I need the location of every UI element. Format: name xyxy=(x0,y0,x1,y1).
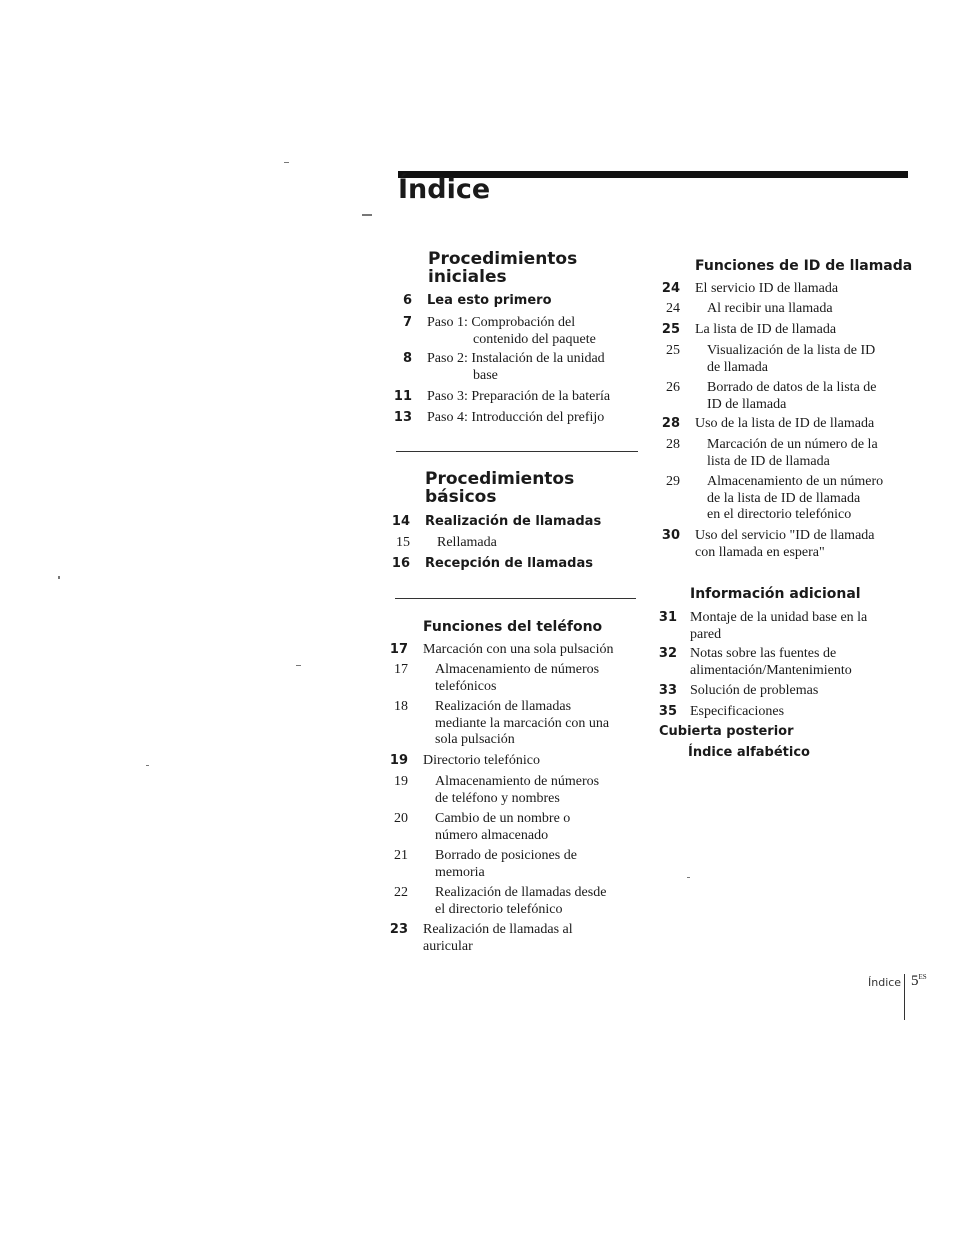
toc-page-number: 18 xyxy=(394,699,408,714)
toc-page-number: 35 xyxy=(658,704,677,719)
toc-page-number: 22 xyxy=(394,885,408,900)
section-telefono-heading: Funciones del teléfono xyxy=(423,619,603,635)
toc-entry-text: Paso 4: Introducción del prefijo xyxy=(427,410,605,425)
divider xyxy=(396,451,638,452)
toc-entry-text: Especificaciones xyxy=(690,704,785,719)
toc-entry-text: telefónicos xyxy=(435,678,497,694)
toc-page-number: 32 xyxy=(658,646,677,661)
toc-entry-text: Marcación con una sola pulsación xyxy=(423,642,614,657)
toc-page-number: 16 xyxy=(391,556,410,571)
toc-entry-text: pared xyxy=(690,626,722,642)
scan-speck xyxy=(296,665,301,666)
toc-page-number: 28 xyxy=(666,437,680,452)
toc-entry-text: sola pulsación xyxy=(435,732,515,747)
section-adicional-heading: Información adicional xyxy=(690,586,861,602)
toc-entry-text: Realización de llamadas xyxy=(425,514,602,529)
toc-entry-text: Uso de la lista de ID de llamada xyxy=(695,416,875,431)
toc-entry-text: base xyxy=(473,367,498,383)
toc-entry-text: Realización de llamadas xyxy=(435,699,572,714)
toc-page-number: 25 xyxy=(666,343,680,358)
page-number: $5^{ES}$ xyxy=(911,973,927,989)
toc-entry-text: Almacenamiento de números xyxy=(435,662,600,677)
scan-speck xyxy=(146,765,149,766)
toc-entry-text: Almacenamiento de números xyxy=(435,774,600,789)
toc-entry-text: Visualización de la lista de ID xyxy=(707,343,876,358)
toc-entry-text: Directorio telefónico xyxy=(423,753,541,768)
toc-page-number: 26 xyxy=(666,380,680,395)
toc-page-number: 25 xyxy=(661,322,680,337)
toc-entry-text: Realización de llamadas desde xyxy=(435,885,607,900)
page-title: Índice xyxy=(398,174,491,205)
toc-entry-text: en el directorio telefónico xyxy=(707,507,852,522)
scan-speck xyxy=(687,877,690,878)
toc-entry-text: Paso 1: Comprobación del xyxy=(427,315,576,330)
toc-entry-text: Rellamada xyxy=(437,535,497,550)
toc-page-number: 28 xyxy=(661,416,680,431)
toc-page-number: 11 xyxy=(393,389,412,404)
toc-page-number: 19 xyxy=(394,774,408,789)
toc-entry-text: Borrado de datos de la lista de xyxy=(707,380,877,395)
scan-speck xyxy=(362,214,372,216)
section-id-llamada-heading: Funciones de ID de llamada xyxy=(695,258,913,274)
toc-page-number: 7 xyxy=(402,315,412,330)
toc-entry-text: Paso 3: Preparación de la batería xyxy=(427,389,611,404)
toc-entry-text: memoria xyxy=(435,864,485,880)
toc-entry-text: Al recibir una llamada xyxy=(707,301,833,316)
toc-entry-text: Cambio de un nombre o xyxy=(435,811,571,826)
toc-page-number: 6 xyxy=(402,293,412,308)
toc-entry-text: de llamada xyxy=(707,359,769,375)
toc-entry-text: Marcación de un número de la xyxy=(707,437,878,452)
toc-page-number: 14 xyxy=(391,514,410,529)
toc-entry-text: contenido del paquete xyxy=(473,331,596,347)
toc-entry-text: Notas sobre las fuentes de xyxy=(690,646,837,661)
footer-section-label: Índice xyxy=(868,976,902,989)
toc-page-number: 8 xyxy=(402,351,412,366)
toc-entry-text: lista de ID de llamada xyxy=(707,453,830,469)
toc-page-number: 19 xyxy=(389,753,408,768)
scan-speck xyxy=(58,576,60,579)
toc-entry-text: Montaje de la unidad base en la xyxy=(690,610,868,625)
toc-entry-text: número almacenado xyxy=(435,827,549,843)
toc-entry-text: Realización de llamadas al xyxy=(423,922,573,937)
toc-page-number: 20 xyxy=(394,811,408,826)
toc-entry-text: Uso del servicio "ID de llamada xyxy=(695,528,875,543)
toc-page-number: 13 xyxy=(393,410,412,425)
toc-page-number: 23 xyxy=(389,922,408,937)
toc-page-number: 17 xyxy=(389,642,408,657)
toc-entry-text: La lista de ID de llamada xyxy=(695,322,837,337)
section-iniciales-heading: Procedimientos iniciales xyxy=(428,249,578,287)
toc-entry-text: auricular xyxy=(423,938,473,954)
toc-page-number: 15 xyxy=(396,535,410,550)
footer-divider xyxy=(904,974,905,1020)
toc-page-number: 24 xyxy=(661,281,680,296)
toc-page-number: 29 xyxy=(666,474,680,489)
toc-entry-text: mediante la marcación con una xyxy=(435,715,610,731)
toc-entry-text: Solución de problemas xyxy=(690,683,819,698)
toc-entry-text: Paso 2: Instalación de la unidad xyxy=(427,351,605,366)
toc-entry-text: El servicio ID de llamada xyxy=(695,281,839,296)
toc-page-number: 24 xyxy=(666,301,680,316)
toc-page-number: 17 xyxy=(394,662,408,677)
toc-page-number: 33 xyxy=(658,683,677,698)
toc-entry-text: ID de llamada xyxy=(707,396,787,412)
toc-entry-text: de la lista de ID de llamada xyxy=(707,490,861,506)
toc-page-number: 31 xyxy=(658,610,677,625)
scan-speck xyxy=(284,162,289,163)
toc-entry-text: Lea esto primero xyxy=(427,293,552,308)
toc-entry-text: alimentación/Mantenimiento xyxy=(690,662,852,678)
toc-entry-text: de teléfono y nombres xyxy=(435,790,560,806)
toc-entry-text: Borrado de posiciones de xyxy=(435,848,577,863)
toc-page-number: 21 xyxy=(394,848,408,863)
toc-entry-text: Almacenamiento de un número xyxy=(707,474,884,489)
toc-page-number: 30 xyxy=(661,528,680,543)
toc-entry-text: el directorio telefónico xyxy=(435,901,563,917)
divider xyxy=(395,598,636,599)
toc-entry-text: Recepción de llamadas xyxy=(425,556,593,571)
section-basicos-heading: Procedimientos básicos xyxy=(425,469,575,507)
toc-entry-text: con llamada en espera" xyxy=(695,544,825,560)
